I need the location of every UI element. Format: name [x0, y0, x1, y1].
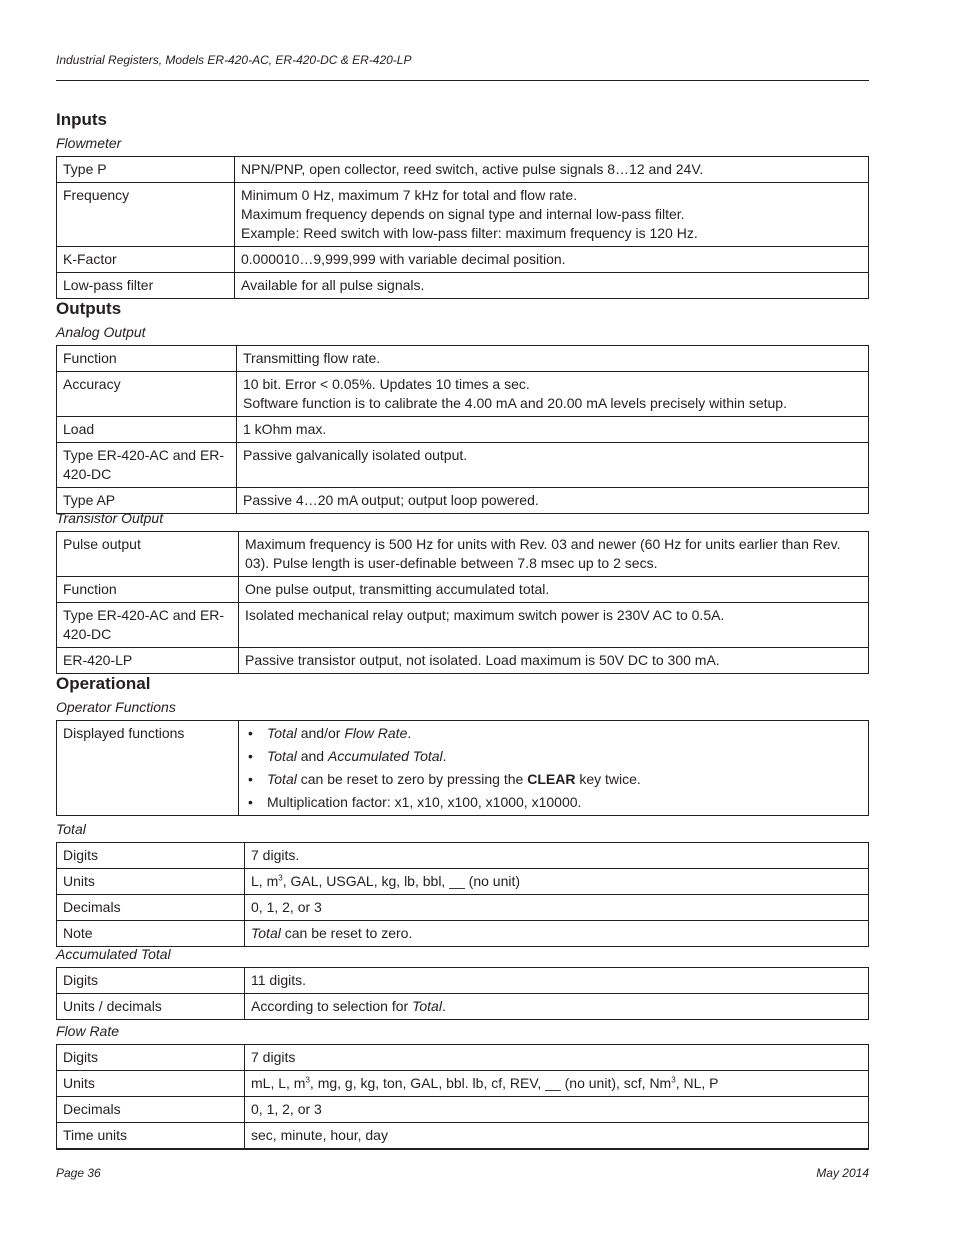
row-value	[239, 603, 869, 648]
row-value	[237, 417, 869, 443]
table-row	[57, 994, 869, 1020]
table-row	[57, 247, 869, 273]
flowmeter-subheading: Flowmeter	[56, 135, 122, 151]
row-value	[245, 869, 869, 895]
header-rule	[56, 80, 869, 81]
value-line: Maximum frequency is 500 Hz for units with Rev. 03 and newer (60 Hz for units earlier than Rev. 03). Pulse length is user-definable between 7.8 msec up to 2 secs.	[245, 536, 841, 571]
analog-output-subheading: Analog Output	[56, 324, 146, 340]
row-value	[245, 921, 869, 947]
row-value	[237, 372, 869, 417]
italic-term: Flow Rate	[344, 725, 408, 741]
row-key: Type ER-420-AC and ER-420-DC	[57, 443, 237, 488]
row-key: Type P	[57, 157, 235, 183]
list-text: and/or	[296, 725, 345, 741]
row-key: Digits	[57, 1045, 245, 1071]
list-item	[245, 724, 862, 743]
value-text: , NL, P	[675, 1075, 719, 1091]
table-row	[57, 157, 869, 183]
list-item	[245, 747, 862, 766]
row-value	[235, 183, 869, 247]
value-line: Isolated mechanical relay output; maximum switch power is 230V AC to 0.5A.	[245, 607, 725, 623]
row-value	[235, 247, 869, 273]
value-text: According to selection for	[251, 998, 413, 1014]
operator-functions-table	[56, 720, 869, 816]
list-item	[245, 793, 862, 812]
italic-term: Total	[267, 725, 297, 741]
table-row	[57, 577, 869, 603]
row-value: 7 digits.	[245, 843, 869, 869]
list-text: .	[442, 748, 447, 764]
table-row	[57, 869, 869, 895]
table-row	[57, 921, 869, 947]
row-value	[237, 346, 869, 372]
table-row	[57, 1045, 869, 1071]
row-value	[235, 273, 869, 299]
table-row	[57, 603, 869, 648]
bullet: •	[248, 794, 253, 810]
row-value: sec, minute, hour, day	[245, 1123, 869, 1149]
row-value	[237, 443, 869, 488]
list-text: can be reset to zero by pressing the	[296, 771, 528, 787]
italic-term: Accumulated Total	[327, 748, 443, 764]
value-line: NPN/PNP, open collector, reed switch, active pulse signals 8…12 and 24V.	[241, 161, 704, 177]
row-value: 0, 1, 2, or 3	[245, 1097, 869, 1123]
row-value: 7 digits	[245, 1045, 869, 1071]
displayed-functions-list	[245, 724, 862, 812]
row-key: Low-pass filter	[57, 273, 235, 299]
value-line: 10 bit. Error < 0.05%. Updates 10 times a sec.	[243, 376, 530, 392]
italic-term: Total	[251, 925, 281, 941]
value-line: Passive galvanically isolated output.	[243, 447, 468, 463]
italic-term: Total	[267, 771, 297, 787]
table-row	[57, 1071, 869, 1097]
value-line: Available for all pulse signals.	[241, 277, 425, 293]
footer-rule	[56, 1149, 869, 1150]
accumulated-total-table	[56, 967, 869, 1020]
value-line: Transmitting flow rate.	[243, 350, 381, 366]
table-row	[57, 346, 869, 372]
row-key: Decimals	[57, 895, 245, 921]
row-key: Frequency	[57, 183, 235, 247]
row-key: ER-420-LP	[57, 648, 239, 674]
running-header: Industrial Registers, Models ER-420-AC, ER-420-DC & ER-420-LP	[56, 53, 412, 67]
value-line: 0.000010…9,999,999 with variable decimal position.	[241, 251, 566, 267]
table-row	[57, 488, 869, 514]
row-value: 11 digits.	[245, 968, 869, 994]
row-key: Digits	[57, 843, 245, 869]
flowmeter-table	[56, 156, 869, 299]
list-text: key twice.	[575, 771, 641, 787]
row-key: Function	[57, 577, 239, 603]
bullet: •	[248, 771, 253, 787]
page-number: Page 36	[56, 1166, 101, 1180]
operational-heading: Operational	[56, 674, 151, 693]
list-text: and	[296, 748, 328, 764]
bullet: •	[248, 725, 253, 741]
row-key: Type AP	[57, 488, 237, 514]
value-line: Maximum frequency depends on signal type and internal low-pass filter.	[241, 206, 685, 222]
list-text: .	[407, 725, 412, 741]
italic-term: Total	[267, 748, 297, 764]
table-row	[57, 1123, 869, 1149]
value-text: L, m	[251, 873, 279, 889]
flow-rate-table	[56, 1044, 869, 1149]
row-key: Pulse output	[57, 532, 239, 577]
bullet: •	[248, 748, 253, 764]
analog-output-table	[56, 345, 869, 514]
value-line: Passive transistor output, not isolated. Load maximum is 50V DC to 300 mA.	[245, 652, 720, 668]
list-text: Multiplication factor: x1, x10, x100, x1000, x10000.	[267, 794, 582, 810]
row-key: Note	[57, 921, 245, 947]
row-key: Units	[57, 1071, 245, 1097]
publication-date: May 2014	[816, 1166, 869, 1180]
row-key: Displayed functions	[57, 721, 239, 816]
total-table	[56, 842, 869, 947]
inputs-heading: Inputs	[56, 110, 107, 129]
row-key: Load	[57, 417, 237, 443]
row-value	[235, 157, 869, 183]
row-key: Digits	[57, 968, 245, 994]
value-line: Passive 4…20 mA output; output loop powered.	[243, 492, 539, 508]
row-value	[237, 488, 869, 514]
value-line: Minimum 0 Hz, maximum 7 kHz for total and flow rate.	[241, 187, 578, 203]
value-text: can be reset to zero.	[280, 925, 413, 941]
row-value	[245, 1071, 869, 1097]
row-key: K-Factor	[57, 247, 235, 273]
value-line: 1 kOhm max.	[243, 421, 327, 437]
row-key: Function	[57, 346, 237, 372]
value-text: , mg, g, kg, ton, GAL, bbl. lb, cf, REV, __ (no unit), scf, Nm	[309, 1075, 672, 1091]
table-row	[57, 532, 869, 577]
total-subheading: Total	[56, 821, 86, 837]
table-row	[57, 968, 869, 994]
row-value	[239, 721, 869, 816]
row-key: Decimals	[57, 1097, 245, 1123]
row-value	[239, 648, 869, 674]
table-row	[57, 273, 869, 299]
transistor-output-subheading: Transistor Output	[56, 510, 164, 526]
row-value: 0, 1, 2, or 3	[245, 895, 869, 921]
table-row	[57, 417, 869, 443]
clear-key-label: CLEAR	[527, 771, 576, 787]
superscript: 3	[278, 873, 283, 883]
outputs-heading: Outputs	[56, 299, 122, 318]
table-row	[57, 895, 869, 921]
row-key: Type ER-420-AC and ER-420-DC	[57, 603, 239, 648]
table-row	[57, 648, 869, 674]
value-line: Software function is to calibrate the 4.00 mA and 20.00 mA levels precisely within setup.	[243, 395, 787, 411]
value-text: , GAL, USGAL, kg, lb, bbl, __ (no unit)	[282, 873, 521, 889]
table-row	[57, 721, 869, 816]
value-text: .	[441, 998, 446, 1014]
value-text: mL, L, m	[251, 1075, 306, 1091]
list-item	[245, 770, 862, 789]
operator-functions-subheading: Operator Functions	[56, 699, 176, 715]
row-value	[239, 577, 869, 603]
flow-rate-subheading: Flow Rate	[56, 1023, 120, 1039]
accumulated-total-subheading: Accumulated Total	[56, 946, 171, 962]
row-value	[239, 532, 869, 577]
table-row	[57, 1097, 869, 1123]
row-value	[245, 994, 869, 1020]
table-row	[57, 843, 869, 869]
table-row	[57, 372, 869, 417]
superscript: 3	[671, 1075, 676, 1085]
superscript: 3	[305, 1075, 310, 1085]
table-row	[57, 183, 869, 247]
table-row	[57, 443, 869, 488]
transistor-output-table	[56, 531, 869, 674]
row-key: Time units	[57, 1123, 245, 1149]
row-key: Accuracy	[57, 372, 237, 417]
row-key: Units / decimals	[57, 994, 245, 1020]
value-line: Example: Reed switch with low-pass filter: maximum frequency is 120 Hz.	[241, 225, 698, 241]
value-line: One pulse output, transmitting accumulated total.	[245, 581, 550, 597]
italic-term: Total	[412, 998, 442, 1014]
row-key: Units	[57, 869, 245, 895]
